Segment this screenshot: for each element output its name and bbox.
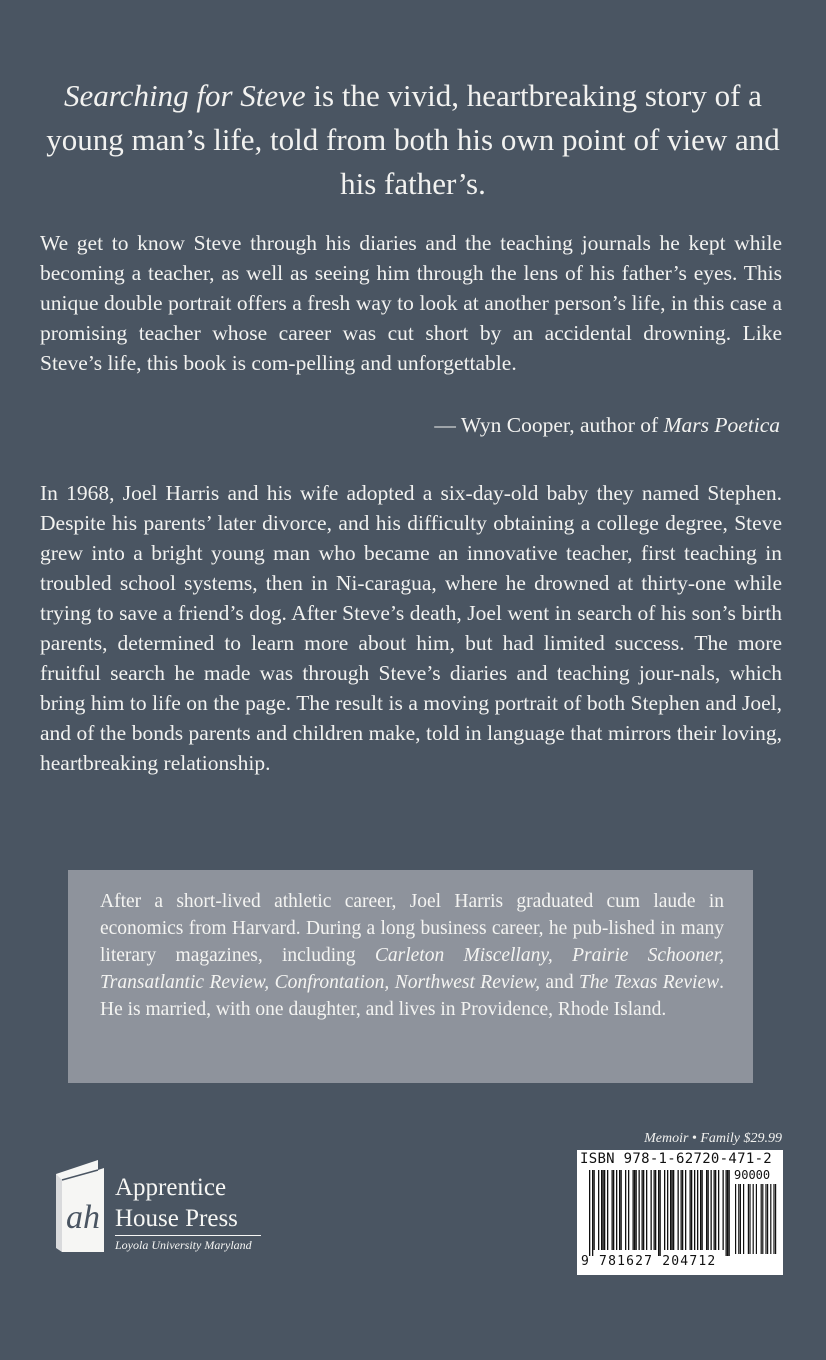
publisher-name-line2: House Press [115,1205,238,1232]
barcode-bar [639,1170,640,1250]
addon-bar [749,1184,750,1254]
barcode-bar [634,1170,635,1250]
addon-bar [743,1184,744,1254]
barcode-bar [621,1170,622,1250]
barcode-bar [604,1170,605,1250]
bio-mag-5: Northwest Review, [394,972,541,993]
addon-bar [761,1184,762,1254]
barcode-bar [625,1170,626,1250]
barcode-bar [700,1170,701,1250]
barcode-bar [594,1170,595,1250]
addon-bar [740,1184,741,1254]
barcode-bar [598,1170,599,1250]
barcode-bar [607,1170,608,1250]
summary [40,478,782,778]
addon-bar [775,1184,776,1254]
barcode-bar [601,1170,602,1250]
barcode-bar [660,1170,661,1256]
barcode-bar [670,1170,671,1250]
category-price [644,1131,782,1147]
barcode-bar [729,1170,730,1256]
price-addon-code: 90000 [734,1168,771,1182]
blurb-attribution [40,410,780,440]
barcode-bar [697,1170,698,1250]
barcode-bar [646,1170,647,1250]
publisher-name-line1: Apprentice [115,1174,227,1201]
barcode-bar [726,1170,727,1256]
blurb [40,228,782,378]
publisher-logo [52,1150,282,1260]
bio-mag-4: Confrontation, [274,972,390,993]
addon-bar [753,1184,754,1254]
barcode-bar [619,1170,620,1250]
addon-bar [773,1184,774,1254]
bio-mag-2: Prairie Schooner, [572,945,724,966]
addon-bar [770,1184,771,1254]
addon-bar [767,1184,768,1254]
isbn-text: ISBN 978-1-62720-471-2 [580,1151,773,1167]
barcode-bar [681,1170,682,1250]
barcode-bar [708,1170,709,1250]
headline-text: is the vivid, heartbreaking story of a young man’s life, told from both his own point of view and his father’s. [46,78,780,201]
author-bio [100,888,724,1023]
publisher-divider [115,1235,261,1236]
barcode-bar [715,1170,716,1250]
author-bio-box [68,870,753,1083]
barcode-bar [651,1170,652,1250]
barcode-bar [642,1170,643,1250]
bio-mag-1: Carleton Miscellany, [374,945,553,966]
logo-monogram: ah [66,1199,100,1236]
barcode-bar [616,1170,617,1250]
barcode-bar [714,1170,715,1250]
price: $29.99 [743,1131,782,1146]
publisher-affiliation: Loyola University Maryland [115,1238,252,1252]
barcode-bar [723,1170,724,1250]
barcode-bar [636,1170,637,1250]
barcode-bar [603,1170,604,1250]
attribution-title: Mars Poetica [663,413,780,437]
barcode-bar [718,1170,719,1250]
barcode-bar [685,1170,686,1250]
barcode-bar [694,1170,695,1250]
barcode-bar [628,1170,629,1250]
addon-bar [765,1184,766,1254]
barcode-bar [658,1170,659,1256]
publisher-name [115,1172,238,1234]
barcode-bar [711,1170,712,1250]
barcode-bar [706,1170,707,1250]
barcode-bar [690,1170,691,1250]
barcode-bar [691,1170,692,1250]
barcode-bar [592,1170,593,1256]
book-ah-monogram-icon [52,1156,108,1256]
attribution-prefix: — Wyn Cooper, author of [434,413,664,437]
bio-outro: . He is married, with one daughter, and lives in Providence, Rhode Island. [100,972,724,1020]
addon-bar [756,1184,757,1254]
barcode-bar [633,1170,634,1250]
bio-intro: After a short-lived athletic career, Joel Harris graduated cum laude in economics from Harvard. During a long business career, he pub-lished in many literary magazines, including [100,891,724,966]
barcode-bar [612,1170,613,1250]
barcode-bar [672,1170,673,1250]
headline [40,74,786,206]
barcode-bar [654,1170,655,1250]
bio-and: and [540,972,580,993]
barcode-bar [727,1170,728,1256]
barcode-bar [673,1170,674,1250]
barcode-bar [589,1170,590,1256]
addon-bar [762,1184,763,1254]
barcode [577,1150,783,1275]
ean-digits: 9 781627 204712 [581,1254,717,1269]
book-title: Searching for Steve [64,78,306,113]
barcode-bar [667,1170,668,1250]
addon-bar [738,1184,739,1254]
blurb-text: We get to know Steve through his diaries and the teaching journals he kept while becoming a teacher, as well as seeing him through the lens of his father’s eyes. This unique double portrait offers a fresh way to look at another person’s life, in this case a promising teacher whose career was cut short by an accidental drowning. Like Steve’s life, this book is com-pelling and unforgettable. [40,231,782,375]
barcode-bar [682,1170,683,1250]
barcode-bar [702,1170,703,1250]
barcode-bar [664,1170,665,1250]
barcode-bar [613,1170,614,1250]
bio-mag-3: Transatlantic Review, [100,972,270,993]
addon-bar [735,1184,736,1254]
category: Memoir • Family [644,1131,740,1146]
bio-mag-6: The Texas Review [579,972,720,993]
barcode-bar [643,1170,644,1250]
addon-bar [748,1184,749,1254]
summary-text: In 1968, Joel Harris and his wife adopted a six-day-old baby they named Stephen. Despite his parents’ later divorce, and his difficulty obtaining a college degree, Steve grew into a bright young man who became an innovative teacher, first teaching in troubled school systems, then in Ni-caragua, where he drowned at thirty-one while trying to save a friend’s dog. After Steve’s death, Joel went in search of his son’s birth parents, determined to learn more about him, but had limited success. The more fruitful search he made was through Steve’s diaries and teaching jour-nals, which bring him to life on the page. The result is a moving portrait of both Stephen and Joel, and of the bonds parents and children make, told in language that mirrors their loving, heartbreaking relationship. [40,481,782,775]
barcode-bar [655,1170,656,1250]
barcode-bar [678,1170,679,1250]
